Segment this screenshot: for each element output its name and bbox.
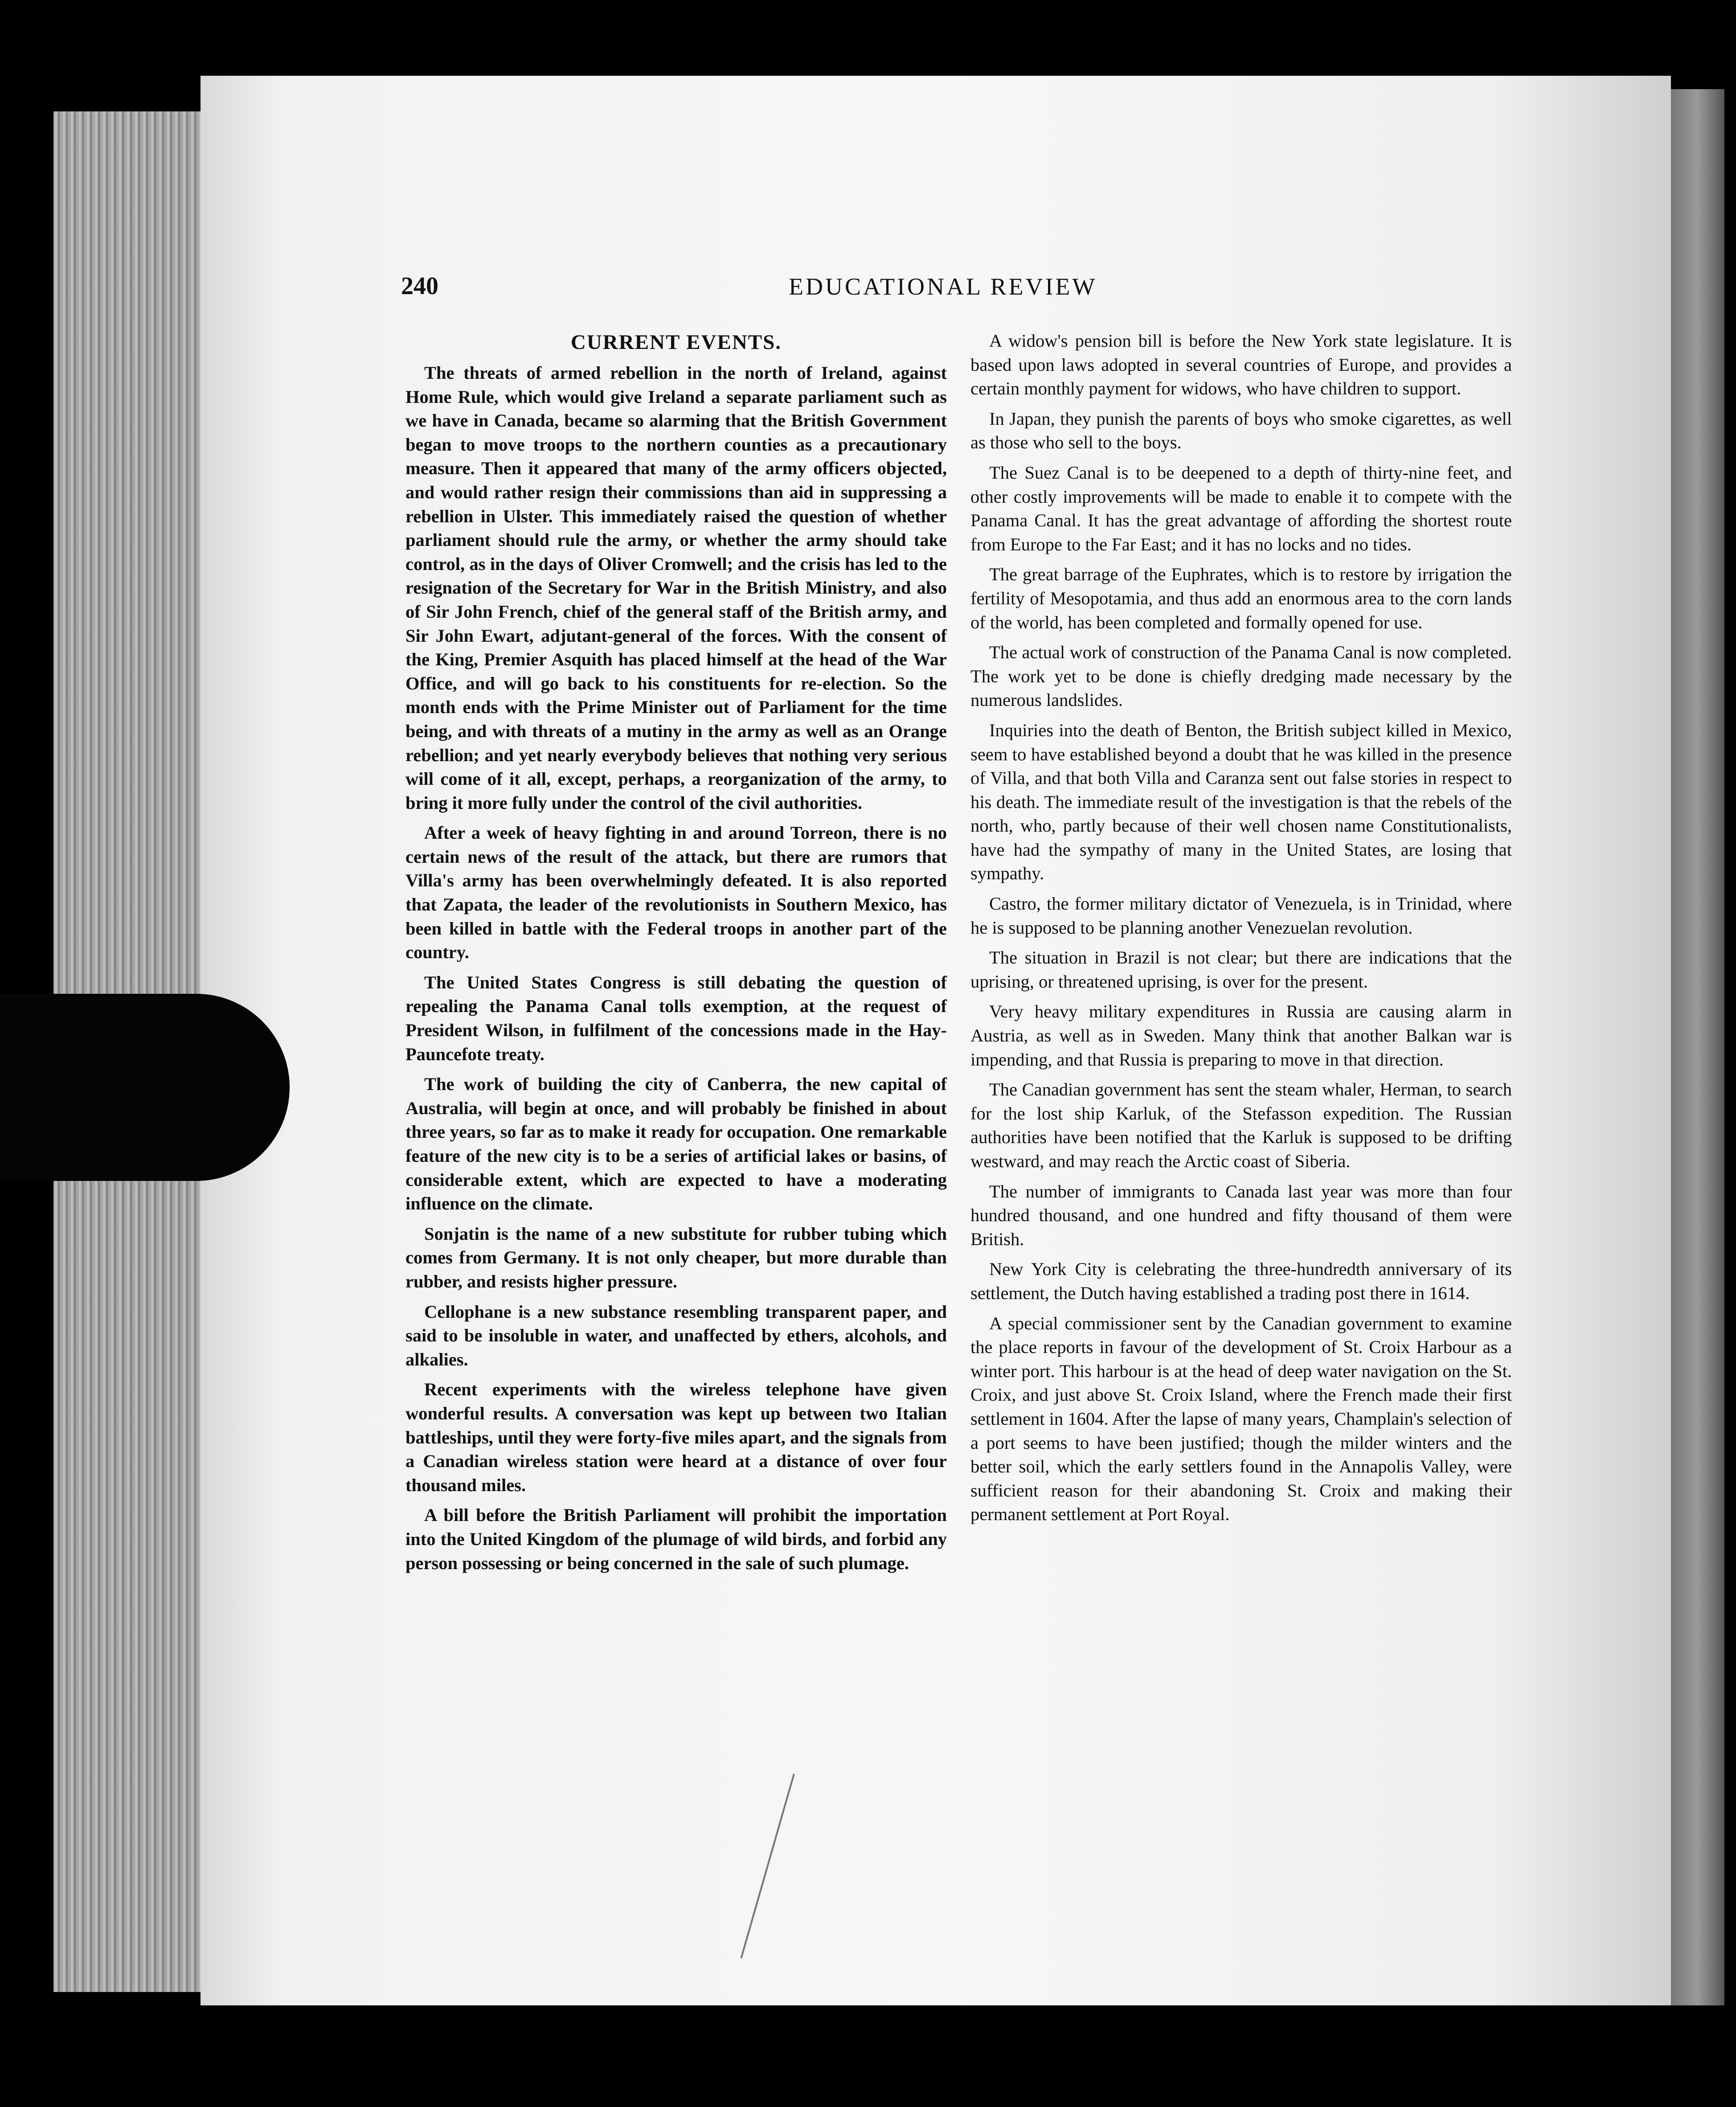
news-item: The actual work of construction of the Panama Canal is now completed. The work yet to be done is chiefly dredging made necessary by the numerous landslides. <box>970 642 1512 710</box>
thumb-shadow <box>0 994 290 1181</box>
running-header <box>392 272 1595 307</box>
news-item: The Suez Canal is to be deepened to a depth of thirty-nine feet, and other costly improvements will be made to enable it to compete with the Panama Canal. It has the great advantage of affording the shortest route from Europe to the Far East; and it has no locks and no tides. <box>970 462 1512 554</box>
news-item: After a week of heavy fighting in and around Torreon, there is no certain news of the result of the attack, but there are rumors that Villa's army has been overwhelmingly defeated. It is also reported that Zapata, the leader of the revolutionists in Southern Mexico, has been killed in battle with the Federal troops in another part of the country. <box>405 823 947 963</box>
news-item: The threats of armed rebellion in the north of Ireland, against Home Rule, which would give Ireland a separate parliament such as we have in Canada, became so alarming that the British Government began to move troops to the northern counties as a precautionary measure. Then it appeared that many of the army officers objected, and would rather resign their commissions than aid in suppressing a rebellion in Ulster. This immediately raised the question of whether parliament should rule the army, or whether the army should take control, as in the days of Oliver Cromwell; and the crisis has led to the resignation of the Secretary for War in the British Ministry, and also of Sir John French, chief of the general staff of the British army, and Sir John Ewart, adjutant-general of the forces. With the consent of the King, Premier Asquith has placed himself at the head of the War Office, and will go back to his constituents for re-election. So the month ends with the Prime Minister out of Parliament for the time being, and with threats of a mutiny in the army as well as an Orange rebellion; and yet nearly everybody believes that nothing very serious will come of it all, except, perhaps, a reorganization of the army, to bring it more fully under the control of the civil authorities. <box>405 363 947 813</box>
right-gutter-shadow <box>1671 89 1724 2005</box>
news-item: The great barrage of the Euphrates, which is to restore by irrigation the fertility of Mesopotamia, and thus add an enormous area to the corn lands of the world, has been completed and formally opened for use. <box>970 564 1512 632</box>
news-item: A special commissioner sent by the Canadian government to examine the place reports in favour of the development of St. Croix Harbour as a winter port. This harbour is at the head of deep water navigation on the St. Croix, and just above St. Croix Island, where the French made their first settlement in 1604. After the lapse of many years, Champlain's selection of a port seems to have been justified; though the milder winters and the better soil, which the early settlers found in the Annapolis Valley, were sufficient reason for their abandoning St. Croix and making their permanent settlement at Port Royal. <box>970 1313 1512 1525</box>
right-column <box>970 329 1512 1533</box>
news-item: Sonjatin is the name of a new substitute for rubber tubing which comes from Germany. It is not only cheaper, but more durable than rubber, and resists higher pressure. <box>405 1223 947 1291</box>
news-item: Inquiries into the death of Benton, the British subject killed in Mexico, seem to have established beyond a doubt that he was killed in the presence of Villa, and that both Villa and Caranza sent out false stories in respect to his death. The immediate result of the investigation is that the rebels of the north, who, partly because of their well chosen name Constitutionalists, have had the sympathy of many in the United States, are losing that sympathy. <box>970 720 1512 884</box>
news-item: The Canadian government has sent the steam whaler, Herman, to search for the lost ship Karluk, of the Stefasson expedition. The Russian authorities have been notified that the Karluk is supposed to be drifting westward, and may reach the Arctic coast of Siberia. <box>970 1079 1512 1171</box>
news-item: A bill before the British Parliament will prohibit the importation into the United Kingdom of the plumage of wild birds, and forbid any person possessing or being concerned in the sale of such plumage. <box>405 1505 947 1573</box>
news-item: New York City is celebrating the three-hundredth anniversary of its settlement, the Dutch having established a trading post there in 1614. <box>970 1259 1512 1303</box>
news-item: The number of immigrants to Canada last year was more than four hundred thousand, and one hundred and fifty thousand of them were British. <box>970 1181 1512 1249</box>
section-heading: CURRENT EVENTS. <box>570 331 782 354</box>
news-item: A widow's pension bill is before the New York state legislature. It is based upon laws adopted in several countries of Europe, and provides a certain monthly payment for widows, who have children to support. <box>970 331 1512 399</box>
news-item: Castro, the former military dictator of Venezuela, is in Trinidad, where he is supposed to be planning another Venezuelan revolution. <box>970 894 1512 938</box>
journal-title: EDUCATIONAL REVIEW <box>789 273 1097 300</box>
left-column <box>405 330 947 1581</box>
news-item: The work of building the city of Canberra, the new capital of Australia, will begin at once, and will probably be finished in about three years, so far as to make it ready for occupation. One remarkable feature of the new city is to be a series of artificial lakes or basins, of considerable extent, which are expected to have a moderating influence on the climate. <box>405 1074 947 1214</box>
news-item: Very heavy military expenditures in Russia are causing alarm in Austria, as well as in Sweden. Many think that another Balkan war is impending, and that Russia is preparing to move in that direction. <box>970 1001 1512 1070</box>
news-item: Cellophane is a new substance resembling transparent paper, and said to be insoluble in water, and unaffected by ethers, alcohols, and alkalies. <box>405 1301 947 1369</box>
news-item: Recent experiments with the wireless telephone have given wonderful results. A conversation was kept up between two Italian battleships, until they were forty-five miles apart, and the signals from a Canadian wireless station were heard at a distance of over four thousand miles. <box>405 1379 947 1495</box>
page-number: 240 <box>401 272 438 300</box>
news-item: In Japan, they punish the parents of boys who smoke cigarettes, as well as those who sell to the boys. <box>970 408 1512 453</box>
news-item: The situation in Brazil is not clear; but there are indications that the uprising, or threatened uprising, is over for the present. <box>970 947 1512 992</box>
news-item: The United States Congress is still debating the question of repealing the Panama Canal tolls exemption, at the request of President Wilson, in fulfilment of the concessions made in the Hay-Pauncefote treaty. <box>405 972 947 1064</box>
